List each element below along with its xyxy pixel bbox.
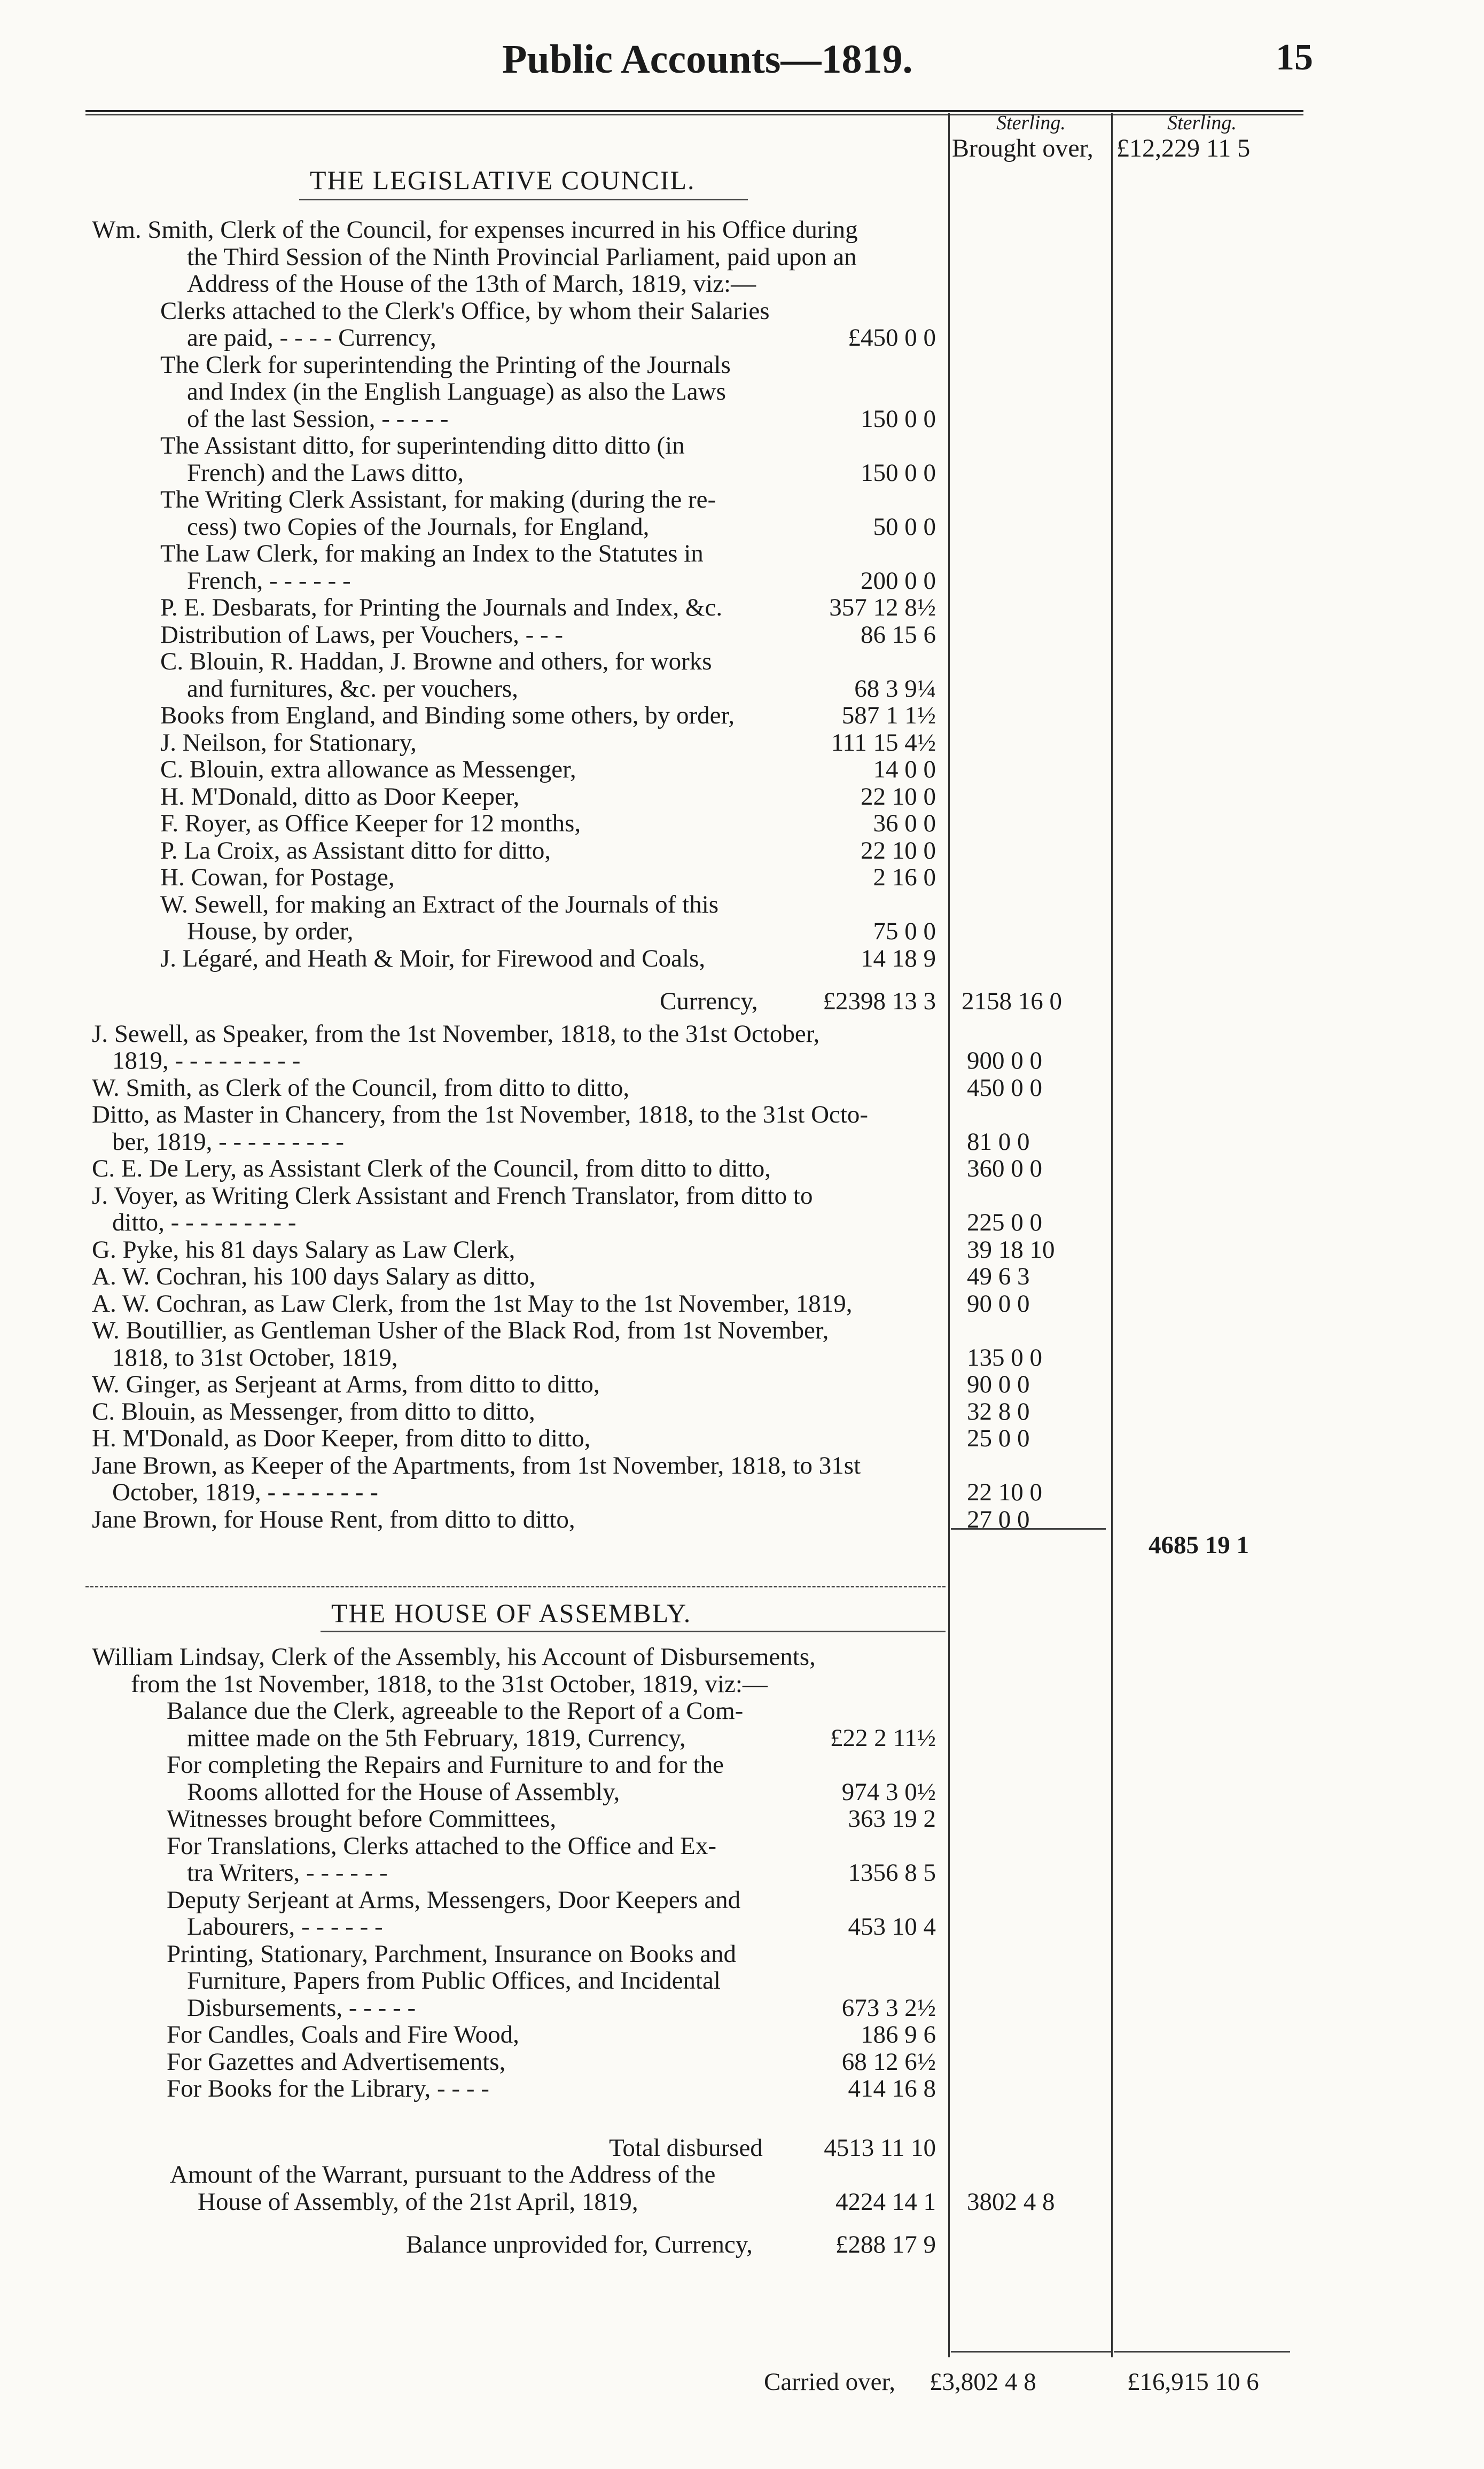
salary-amount: 25 0 0	[967, 1424, 1030, 1452]
page-title: Public Accounts—1819.	[502, 37, 913, 82]
assembly-intro-line: from the 1st November, 1818, to the 31st October, 1819, viz:—	[131, 1670, 768, 1698]
expense-amount: 2 16 0	[873, 863, 936, 891]
salary-amount: 22 10 0	[967, 1478, 1042, 1506]
disbursement-description: Furniture, Papers from Public Offices, and Incidental	[187, 1967, 721, 1995]
salary-description: W. Ginger, as Serjeant at Arms, from ditto to ditto,	[92, 1370, 600, 1398]
salary-description: ditto, - - - - - - - - -	[112, 1209, 296, 1236]
column-divider-1	[948, 113, 950, 2357]
disbursement-amount: £22 2 11½	[830, 1724, 936, 1752]
expense-description: Distribution of Laws, per Vouchers, - - -	[160, 620, 564, 649]
assembly-intro-line: William Lindsay, Clerk of the Assembly, his Account of Disbursements,	[92, 1643, 816, 1671]
disbursement-amount: 363 19 2	[848, 1805, 936, 1833]
intro-line: Wm. Smith, Clerk of the Council, for expenses incurred in his Office during	[92, 216, 858, 244]
expense-amount: 22 10 0	[861, 782, 936, 811]
expense-description: and Index (in the English Language) as also the Laws	[187, 378, 726, 406]
salary-description: 1819, - - - - - - - - -	[112, 1047, 301, 1074]
salary-description: Ditto, as Master in Chancery, from the 1st November, 1818, to the 31st Octo-	[92, 1101, 869, 1128]
salary-description: October, 1819, - - - - - - - -	[112, 1478, 378, 1506]
warrant-sterling-amount: 3802 4 8	[967, 2187, 1055, 2216]
expense-description: Clerks attached to the Clerk's Office, by whom their Salaries	[160, 297, 770, 325]
disbursement-description: tra Writers, - - - - - -	[187, 1859, 388, 1887]
salary-description: 1818, to 31st October, 1819,	[112, 1343, 398, 1372]
expense-description: H. M'Donald, ditto as Door Keeper,	[160, 782, 520, 811]
expense-description: J. Légaré, and Heath & Moir, for Firewood and Coals,	[160, 944, 706, 972]
salary-amount: 90 0 0	[967, 1289, 1030, 1318]
expense-description: French) and the Laws ditto,	[187, 458, 464, 487]
disbursement-amount: 974 3 0½	[841, 1778, 936, 1806]
salary-amount: 39 18 10	[967, 1235, 1055, 1264]
disbursement-description: Disbursements, - - - - -	[187, 1993, 416, 2022]
salary-amount: 450 0 0	[967, 1073, 1042, 1102]
expense-amount: 22 10 0	[861, 836, 936, 864]
salary-description: A. W. Cochran, his 100 days Salary as ditto,	[92, 1263, 536, 1290]
expense-description: cess) two Copies of the Journals, for England,	[187, 512, 650, 541]
carried-over-sterling-2: £16,915 10 6	[1127, 2368, 1259, 2396]
salary-amount: 32 8 0	[967, 1397, 1030, 1426]
expense-description: P. E. Desbarats, for Printing the Journals and Index, &c.	[160, 594, 723, 621]
salary-amount: 225 0 0	[967, 1209, 1042, 1236]
brought-over-value: £12,229 11 5	[1116, 134, 1251, 162]
council-total-rule	[951, 1528, 1106, 1530]
carried-rule-2	[1114, 2351, 1290, 2353]
expense-amount: 14 18 9	[861, 944, 936, 972]
disbursement-amount: 1356 8 5	[848, 1859, 936, 1887]
intro-line: Address of the House of the 13th of March, 1819, viz:—	[187, 270, 756, 298]
expense-amount: 357 12 8½	[829, 594, 936, 621]
disbursement-description: Printing, Stationary, Parchment, Insurance on Books and	[167, 1940, 737, 1968]
disbursement-description: Labourers, - - - - - -	[187, 1913, 383, 1941]
warrant-amount: 4224 14 1	[835, 2187, 936, 2216]
expense-description: House, by order,	[187, 917, 354, 945]
expense-amount: 14 0 0	[873, 756, 936, 783]
expense-description: J. Neilson, for Stationary,	[160, 728, 417, 757]
expense-description: F. Royer, as Office Keeper for 12 months,	[160, 809, 581, 837]
expense-amount: 150 0 0	[861, 404, 936, 433]
disbursement-description: Balance due the Clerk, agreeable to the Report of a Com-	[167, 1697, 744, 1725]
expense-description: Books from England, and Binding some others, by order,	[160, 702, 735, 729]
salary-amount: 90 0 0	[967, 1370, 1030, 1398]
disbursement-description: For Translations, Clerks attached to the Office and Ex-	[167, 1832, 717, 1860]
disbursement-amount: 68 12 6½	[841, 2047, 936, 2076]
total-disbursed-amount: 4513 11 10	[824, 2133, 936, 2162]
disbursement-description: Deputy Serjeant at Arms, Messengers, Door Keepers and	[167, 1886, 741, 1914]
warrant-description: Amount of the Warrant, pursuant to the Address of the	[170, 2161, 716, 2188]
warrant-description: House of Assembly, of the 21st April, 1819,	[198, 2187, 638, 2216]
carried-over-sterling-1: £3,802 4 8	[930, 2368, 1036, 2396]
salary-description: W. Boutillier, as Gentleman Usher of the Black Rod, from 1st November,	[92, 1317, 829, 1344]
disbursement-amount: 186 9 6	[861, 2021, 936, 2049]
expense-description: The Writing Clerk Assistant, for making (during the re-	[160, 486, 716, 513]
carried-rule-1	[951, 2351, 1111, 2353]
disbursement-description: Rooms allotted for the House of Assembly,	[187, 1778, 620, 1806]
expense-amount: £450 0 0	[848, 324, 936, 352]
salary-description: J. Sewell, as Speaker, from the 1st November, 1818, to the 31st October,	[92, 1019, 820, 1048]
expense-description: French, - - - - - -	[187, 566, 351, 595]
expense-description: H. Cowan, for Postage,	[160, 863, 395, 891]
expense-description: are paid, - - - - Currency,	[187, 324, 436, 352]
expense-amount: 86 15 6	[861, 620, 936, 649]
salary-description: H. M'Donald, as Door Keeper, from ditto to ditto,	[92, 1424, 591, 1452]
assembly-underline	[321, 1631, 946, 1632]
salary-description: W. Smith, as Clerk of the Council, from ditto to ditto,	[92, 1073, 630, 1102]
disbursement-description: For completing the Repairs and Furniture to and for the	[167, 1751, 724, 1779]
column-head-sterling-2: Sterling.	[1167, 112, 1237, 134]
balance-amount: £288 17 9	[835, 2231, 936, 2258]
salary-description: C. Blouin, as Messenger, from ditto to ditto,	[92, 1397, 535, 1426]
expense-amount: 111 15 4½	[831, 728, 936, 757]
expense-amount: 75 0 0	[873, 917, 936, 945]
expense-description: The Law Clerk, for making an Index to the Statutes in	[160, 540, 704, 567]
disbursement-description: Witnesses brought before Committees,	[167, 1805, 557, 1833]
disbursement-amount: 414 16 8	[848, 2075, 936, 2102]
disbursement-description: For Books for the Library, - - - -	[167, 2075, 489, 2102]
expense-description: C. Blouin, extra allowance as Messenger,	[160, 756, 576, 783]
carried-over-label: Carried over,	[764, 2368, 896, 2396]
expense-amount: 200 0 0	[861, 566, 936, 595]
sterling-total-amount: 2158 16 0	[962, 987, 1062, 1015]
section-divider	[85, 1586, 946, 1587]
currency-total-amount: £2398 13 3	[823, 987, 936, 1015]
expense-amount: 150 0 0	[861, 458, 936, 487]
disbursement-description: For Candles, Coals and Fire Wood,	[167, 2021, 519, 2049]
salary-description: C. E. De Lery, as Assistant Clerk of the Council, from ditto to ditto,	[92, 1155, 771, 1182]
salary-description: ber, 1819, - - - - - - - - -	[112, 1127, 344, 1156]
intro-line: the Third Session of the Ninth Provincial Parliament, paid upon an	[187, 243, 857, 271]
disbursement-amount: 673 3 2½	[841, 1993, 936, 2022]
salary-amount: 27 0 0	[967, 1505, 1030, 1533]
expense-description: The Clerk for superintending the Printing of the Journals	[160, 351, 731, 379]
expense-description: of the last Session, - - - - -	[187, 404, 449, 433]
salary-description: A. W. Cochran, as Law Clerk, from the 1st May to the 1st November, 1819,	[92, 1289, 853, 1318]
currency-total-label: Currency,	[660, 987, 758, 1015]
salary-amount: 49 6 3	[967, 1263, 1030, 1290]
salary-amount: 360 0 0	[967, 1155, 1042, 1182]
salary-description: G. Pyke, his 81 days Salary as Law Clerk,	[92, 1235, 516, 1264]
disbursement-description: For Gazettes and Advertisements,	[167, 2047, 506, 2076]
expense-amount: 36 0 0	[873, 809, 936, 837]
house-of-assembly-title: THE HOUSE OF ASSEMBLY.	[331, 1598, 692, 1628]
salary-description: Jane Brown, for House Rent, from ditto to ditto,	[92, 1505, 575, 1533]
brought-over-label: Brought over,	[952, 134, 1094, 162]
column-divider-2	[1111, 113, 1113, 2357]
expense-description: P. La Croix, as Assistant ditto for ditto,	[160, 836, 551, 864]
salary-description: J. Voyer, as Writing Clerk Assistant and French Translator, from ditto to	[92, 1181, 813, 1210]
expense-amount: 587 1 1½	[841, 702, 936, 729]
column-head-sterling-1: Sterling.	[996, 112, 1066, 134]
salary-amount: 900 0 0	[967, 1047, 1042, 1074]
expense-amount: 50 0 0	[873, 512, 936, 541]
disbursement-description: mittee made on the 5th February, 1819, Currency,	[187, 1724, 686, 1752]
expense-description: The Assistant ditto, for superintending ditto ditto (in	[160, 432, 685, 459]
expense-description: W. Sewell, for making an Extract of the Journals of this	[160, 890, 719, 918]
expense-amount: 68 3 9¼	[854, 674, 936, 703]
salary-description: Jane Brown, as Keeper of the Apartments, from 1st November, 1818, to 31st	[92, 1451, 861, 1479]
council-section-total: 4685 19 1	[1149, 1531, 1249, 1559]
balance-label: Balance unprovided for, Currency,	[406, 2231, 753, 2258]
expense-description: and furnitures, &c. per vouchers,	[187, 674, 518, 703]
expense-description: C. Blouin, R. Haddan, J. Browne and others, for works	[160, 648, 712, 675]
page-number: 15	[1276, 37, 1313, 78]
legislative-council-title: THE LEGISLATIVE COUNCIL.	[310, 165, 696, 195]
section-underline	[299, 199, 748, 200]
disbursement-amount: 453 10 4	[848, 1913, 936, 1941]
page-header	[0, 31, 1484, 95]
salary-amount: 81 0 0	[967, 1127, 1030, 1156]
salary-amount: 135 0 0	[967, 1343, 1042, 1372]
total-disbursed-label: Total disbursed	[609, 2133, 763, 2162]
